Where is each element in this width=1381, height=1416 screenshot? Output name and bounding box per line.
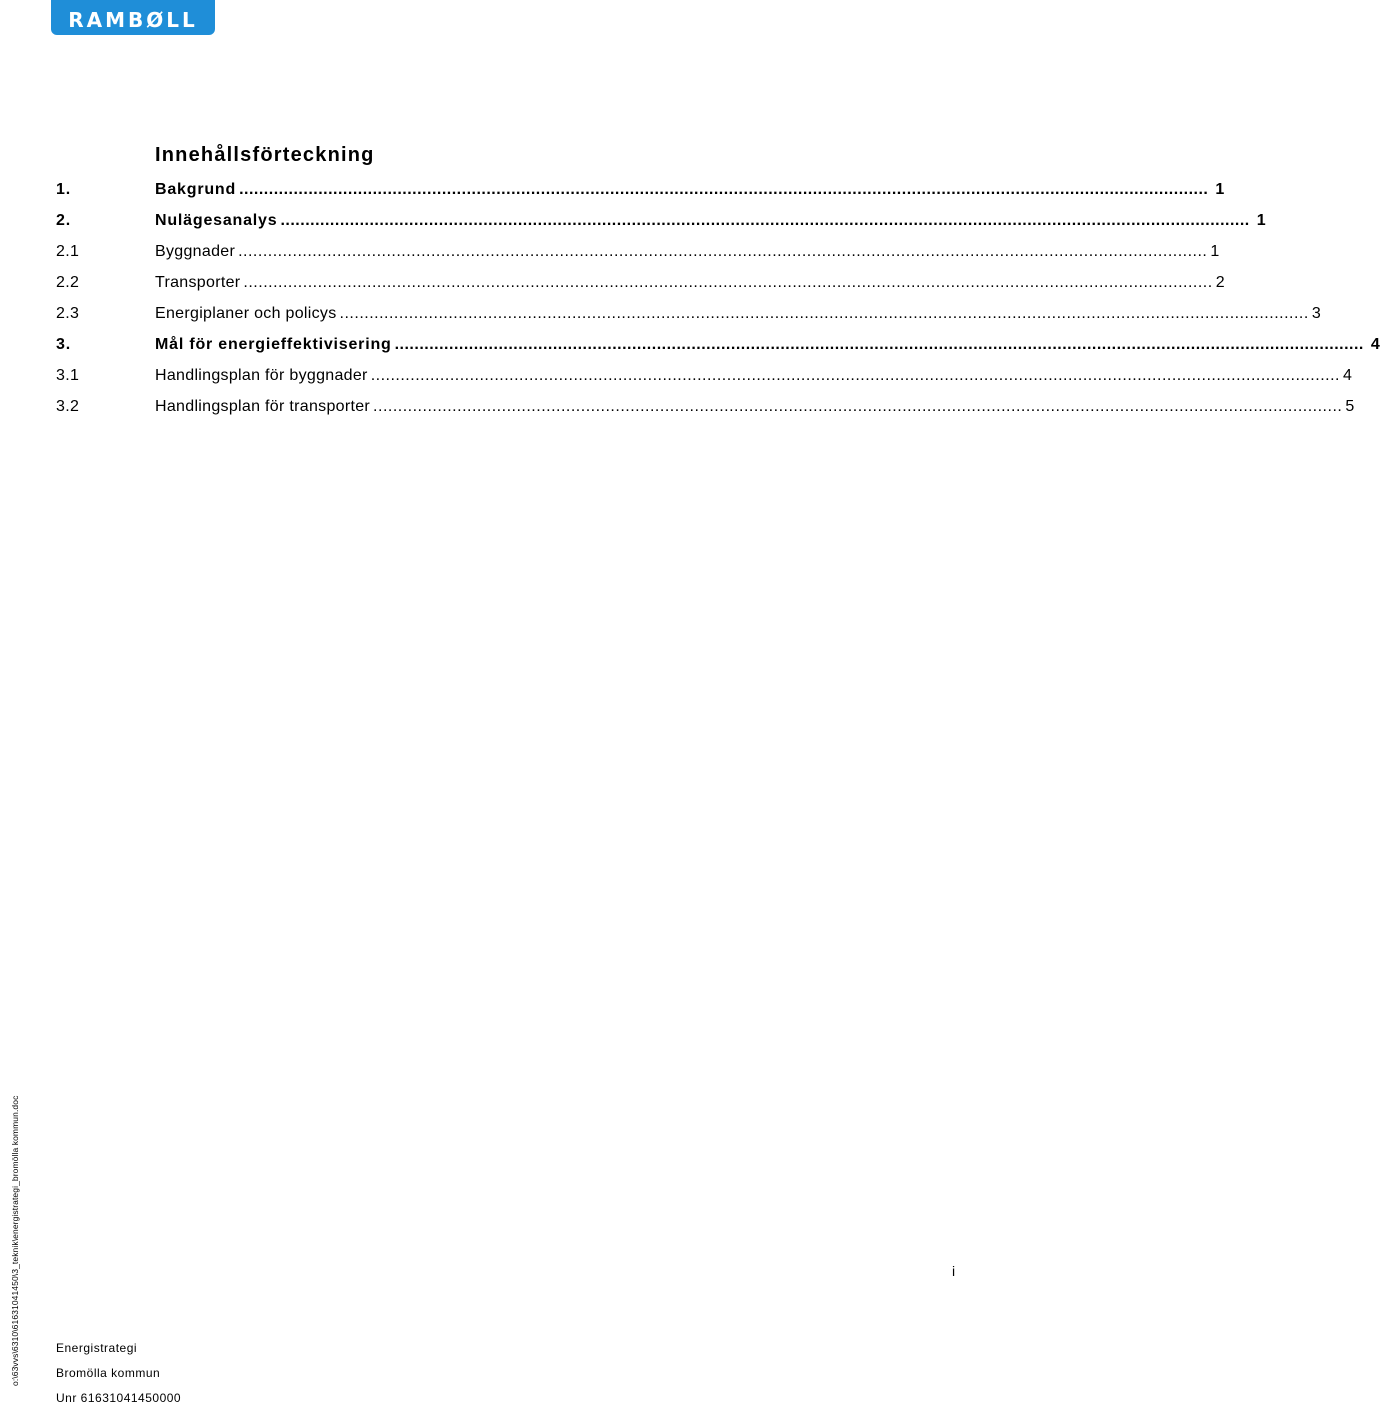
toc-entry-2-3[interactable] bbox=[56, 302, 1322, 333]
toc-entry-title: Handlingsplan för transporter bbox=[155, 398, 371, 415]
toc-entry-number: 2. bbox=[56, 212, 71, 229]
toc-entry-number: 3.1 bbox=[56, 367, 80, 384]
toc-entry-page: 5 bbox=[1345, 398, 1355, 415]
toc-leader-dots: .................................................................................................................................................................................................... bbox=[370, 367, 1340, 384]
toc-leader-dots: .................................................................................................................................................................................................... bbox=[394, 336, 1364, 353]
footer-client: Bromölla kommun bbox=[56, 1366, 161, 1380]
toc-leader-dots: .................................................................................................................................................................................................... bbox=[280, 212, 1250, 229]
toc-leader-dots: .................................................................................................................................................................................................... bbox=[239, 181, 1209, 198]
toc-entry-number: 3. bbox=[56, 336, 71, 353]
file-path-text: o:\63vvs\6310\61631041450\3_teknik\energistrategi_bromölla kommun.doc bbox=[10, 1095, 20, 1386]
toc-heading: Innehållsförteckning bbox=[155, 144, 375, 166]
toc-entry-number: 2.1 bbox=[56, 243, 80, 260]
logo-text: RAMBØLL bbox=[68, 7, 198, 32]
toc-entry-page: 1 bbox=[1256, 212, 1267, 229]
toc-leader-dots: .................................................................................................................................................................................................... bbox=[339, 305, 1309, 322]
toc-entry-3-1[interactable] bbox=[56, 364, 1353, 395]
page-number: i bbox=[952, 1263, 956, 1279]
toc-entry-number: 2.2 bbox=[56, 274, 80, 291]
toc-entry-3[interactable] bbox=[56, 333, 1381, 364]
toc-entry-page: 2 bbox=[1215, 274, 1225, 291]
toc-entry-2-1[interactable] bbox=[56, 240, 1220, 271]
toc-entry-page: 1 bbox=[1210, 243, 1220, 260]
footer bbox=[56, 1341, 181, 1416]
toc-leader-dots: .................................................................................................................................................................................................... bbox=[243, 274, 1213, 291]
toc-entry-title: Byggnader bbox=[155, 243, 236, 260]
footer-document-title: Energistrategi bbox=[56, 1341, 138, 1355]
toc-entry-2[interactable] bbox=[56, 209, 1267, 240]
footer-project-number: Unr 61631041450000 bbox=[56, 1391, 182, 1405]
toc-entry-title: Mål för energieffektivisering bbox=[155, 336, 392, 353]
toc-entry-page: 4 bbox=[1342, 367, 1353, 384]
toc-entry-3-2[interactable] bbox=[56, 395, 1355, 426]
ramboll-logo bbox=[51, 0, 215, 35]
toc-leader-dots: .................................................................................................................................................................................................... bbox=[373, 398, 1343, 415]
toc-entry-title: Bakgrund bbox=[155, 181, 237, 198]
toc-entry-number: 1. bbox=[56, 181, 71, 198]
toc-entry-page: 1 bbox=[1215, 181, 1226, 198]
toc-entry-2-2[interactable] bbox=[56, 271, 1225, 302]
table-of-contents bbox=[56, 178, 1381, 426]
toc-entry-title: Handlingsplan för byggnader bbox=[155, 367, 368, 384]
toc-entry-number: 3.2 bbox=[56, 398, 80, 415]
toc-entry-title: Transporter bbox=[155, 274, 241, 291]
toc-entry-page: 3 bbox=[1311, 305, 1322, 322]
document-file-path bbox=[0, 1095, 20, 1386]
toc-entry-title: Energiplaner och policys bbox=[155, 305, 337, 322]
toc-entry-title: Nulägesanalys bbox=[155, 212, 278, 229]
toc-entry-1[interactable] bbox=[56, 178, 1226, 209]
toc-entry-number: 2.3 bbox=[56, 305, 80, 322]
toc-leader-dots: .................................................................................................................................................................................................... bbox=[238, 243, 1208, 260]
toc-entry-page: 4 bbox=[1370, 336, 1381, 353]
